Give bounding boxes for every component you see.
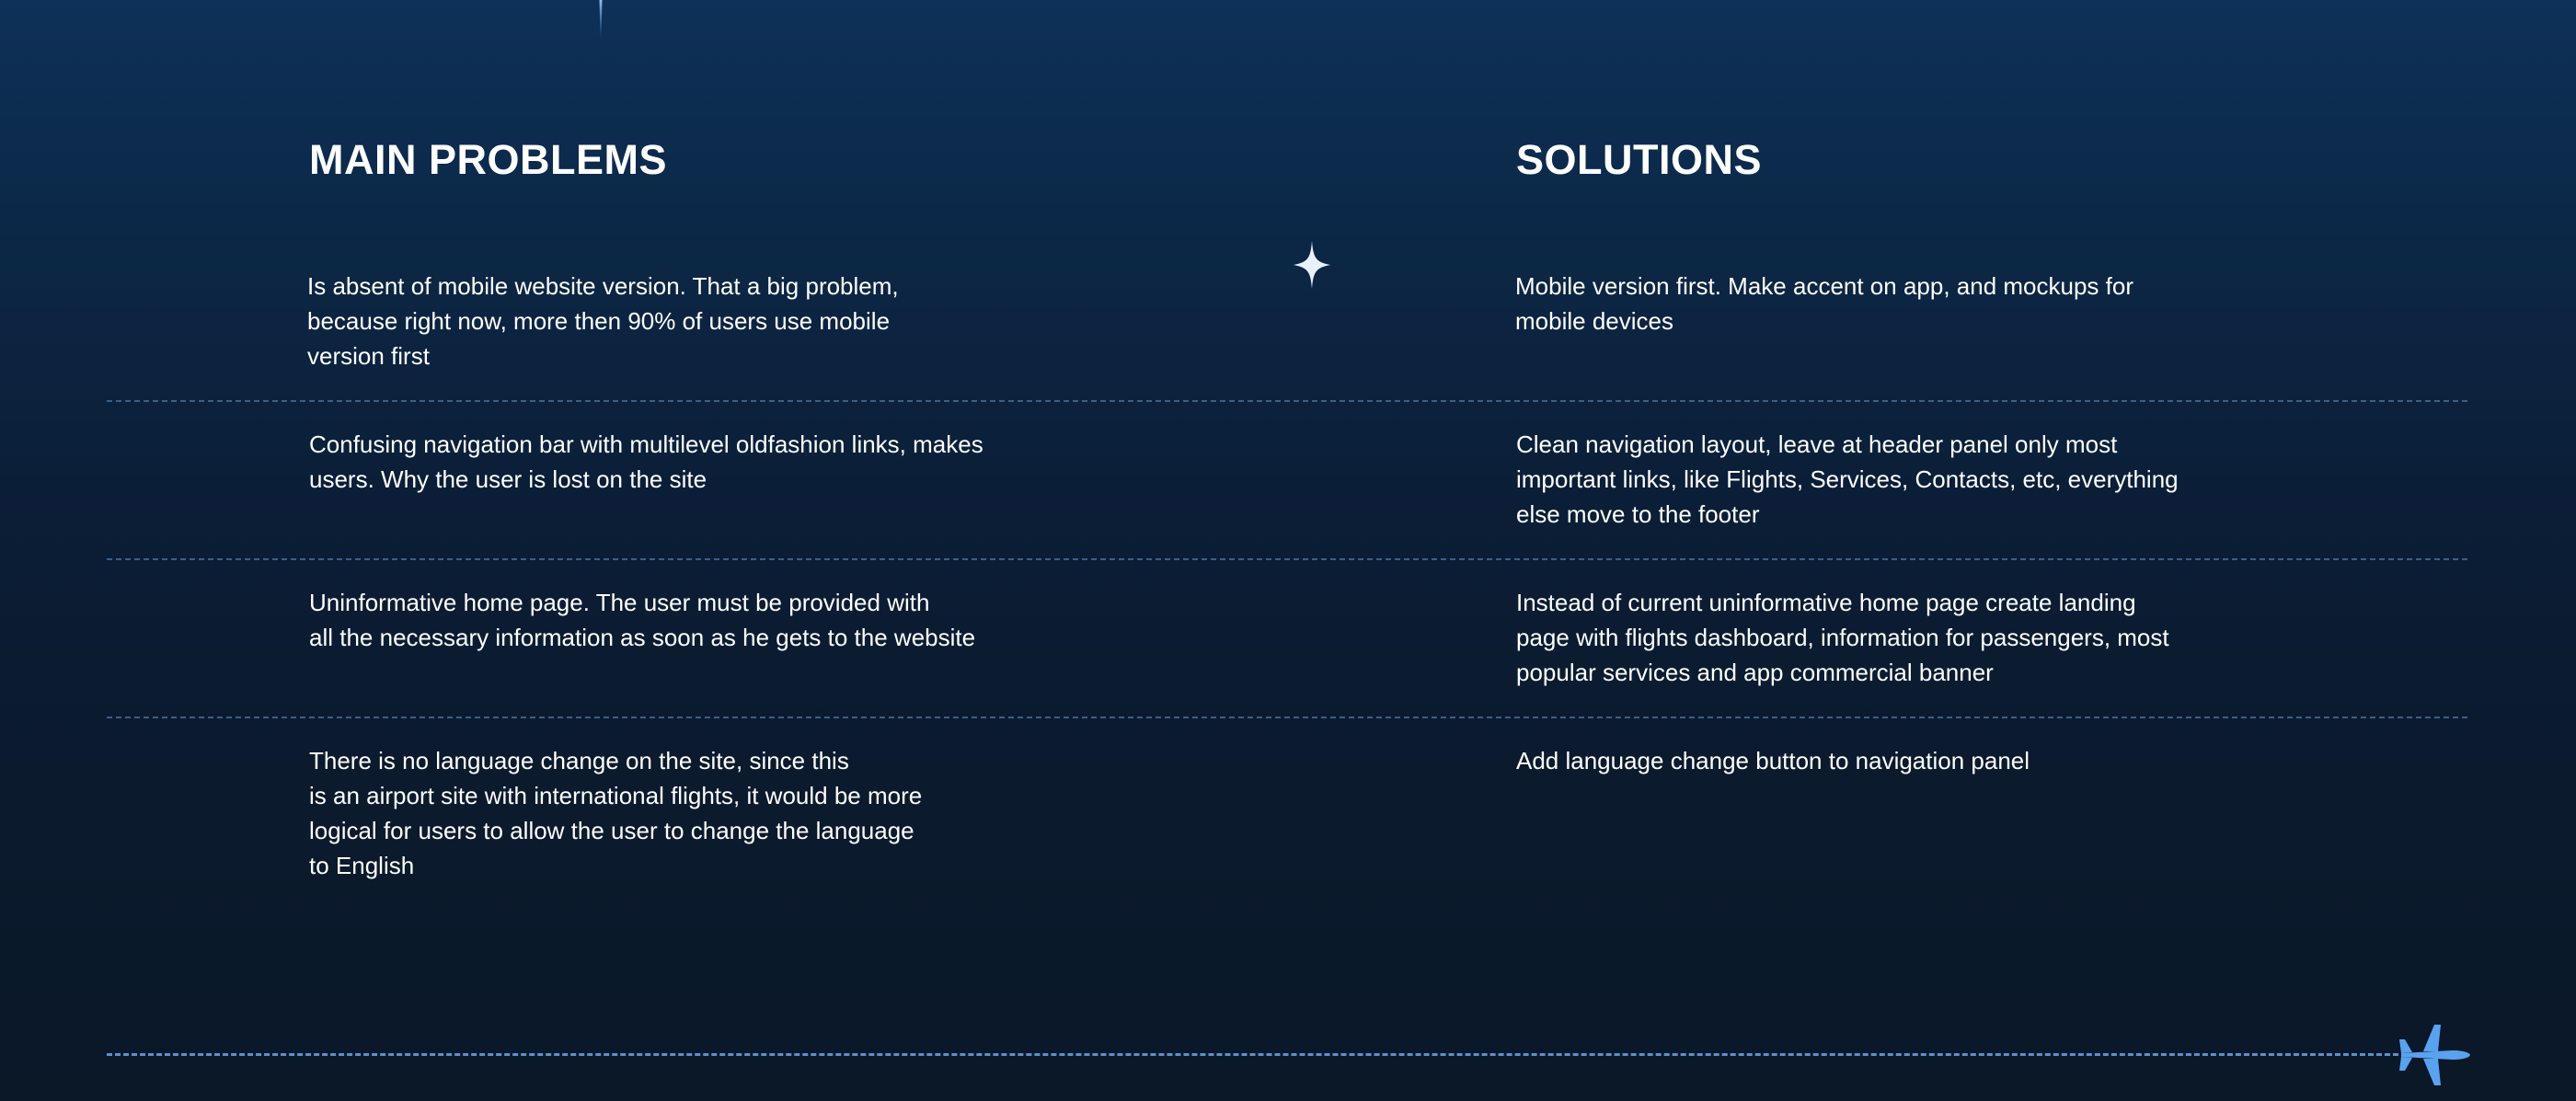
row-divider: [107, 400, 2467, 402]
problem-text: Uninformative home page. The user must be provided with all the necessary information as soon as he gets to the website: [309, 589, 976, 651]
main-problems-heading: MAIN PROBLEMS: [309, 136, 667, 183]
sparkle-icon: [1294, 241, 1330, 289]
row-divider: [107, 558, 2467, 560]
solution-text: Add language change button to navigation panel: [1516, 747, 2030, 774]
solution-text: Clean navigation layout, leave at header panel only most important links, like Flights, Services, Contacts, etc, everything else move to the footer: [1516, 430, 2179, 528]
problem-text: There is no language change on the site, since this is an airport site with international flights, it would be more logical for users to allow the user to change the language to English: [309, 747, 923, 879]
solution-text: Instead of current uninformative home page create landing page with flights dashboard, information for passengers, most popular services and app commercial banner: [1516, 589, 2169, 686]
flight-path-line: [107, 1053, 2407, 1056]
light-streak-decoration: [598, 0, 604, 40]
solutions-heading: SOLUTIONS: [1516, 136, 1763, 183]
problem-text: Is absent of mobile website version. That a big problem, because right now, more then 90% of users use mobile version first: [307, 272, 899, 370]
problem-text: Confusing navigation bar with multilevel oldfashion links, makes users. Why the user is lost on the site: [309, 430, 983, 493]
row-divider: [107, 717, 2467, 718]
airplane-icon: [2398, 1023, 2471, 1087]
solution-text: Mobile version first. Make accent on app, and mockups for mobile devices: [1515, 272, 2133, 335]
